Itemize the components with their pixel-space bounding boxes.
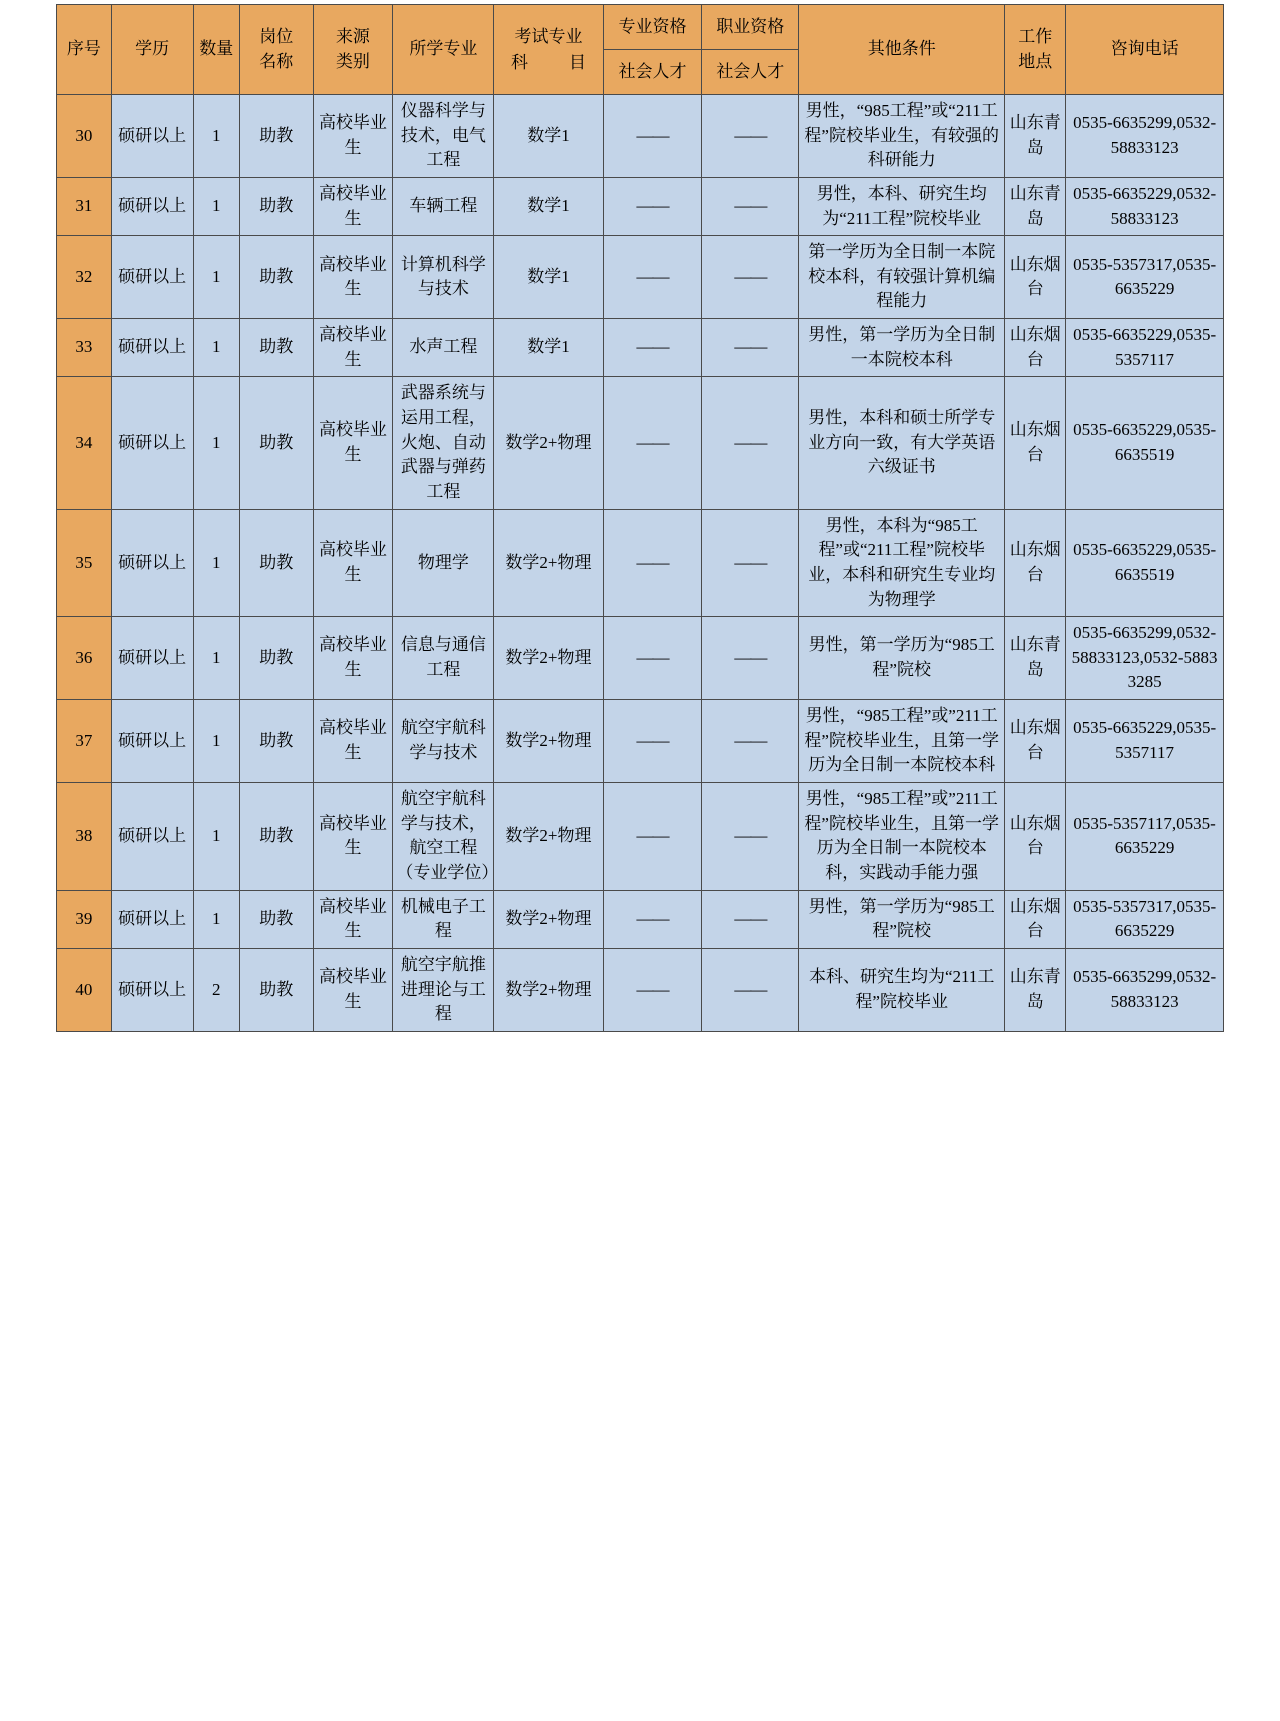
row-cell-major: 信息与通信工程	[393, 617, 494, 700]
row-cell-major: 物理学	[393, 509, 494, 617]
row-cell-post-name: 助教	[239, 890, 313, 948]
col-header-post-name	[239, 5, 313, 95]
col-header-exam-subject	[494, 5, 603, 95]
row-cell-other-conditions: 男性，“985工程”或“211工程”院校毕业生，有较强的科研能力	[799, 95, 1005, 178]
row-cell-post-name: 助教	[239, 783, 313, 891]
row-cell-major: 仪器科学与技术，电气工程	[393, 95, 494, 178]
row-cell-work-place: 山东青岛	[1005, 617, 1066, 700]
row-cell-phone: 0535-6635299,0532-58833123,0532-58833285	[1066, 617, 1224, 700]
col-header-post-name-line2: 名称	[259, 51, 294, 71]
row-cell-major: 航空宇航推进理论与工程	[393, 948, 494, 1031]
row-cell-education: 硕研以上	[111, 177, 193, 235]
row-cell-vocational-qual: ——	[702, 700, 799, 783]
row-cell-seq: 30	[57, 95, 112, 178]
row-cell-phone: 0535-6635229,0532-58833123	[1066, 177, 1224, 235]
col-header-source-type	[313, 5, 393, 95]
row-cell-professional-qual: ——	[603, 509, 702, 617]
row-cell-source-type: 高校毕业生	[313, 890, 393, 948]
row-cell-post-name: 助教	[239, 700, 313, 783]
row-cell-work-place: 山东青岛	[1005, 177, 1066, 235]
row-cell-education: 硕研以上	[111, 509, 193, 617]
col-header-source-type-line1: 来源	[335, 26, 370, 46]
row-cell-education: 硕研以上	[111, 700, 193, 783]
col-header-exam-subject-line1: 考试专业	[514, 27, 583, 46]
row-cell-quantity: 2	[193, 948, 239, 1031]
table-header-row-1	[57, 5, 1224, 50]
row-cell-professional-qual: ——	[603, 617, 702, 700]
row-cell-education: 硕研以上	[111, 890, 193, 948]
row-cell-source-type: 高校毕业生	[313, 236, 393, 319]
row-cell-post-name: 助教	[239, 95, 313, 178]
row-cell-education: 硕研以上	[111, 377, 193, 509]
row-cell-major: 水声工程	[393, 319, 494, 377]
row-cell-professional-qual: ——	[603, 236, 702, 319]
col-header-other-conditions: 其他条件	[799, 5, 1005, 95]
row-cell-other-conditions: 男性，本科为“985工程”或“211工程”院校毕业，本科和研究生专业均为物理学	[799, 509, 1005, 617]
row-cell-seq: 40	[57, 948, 112, 1031]
row-cell-major: 机械电子工程	[393, 890, 494, 948]
row-cell-exam-subject: 数学1	[494, 236, 603, 319]
row-cell-phone: 0535-6635229,0535-5357117	[1066, 319, 1224, 377]
row-cell-other-conditions: 第一学历为全日制一本院校本科，有较强计算机编程能力	[799, 236, 1005, 319]
row-cell-vocational-qual: ——	[702, 783, 799, 891]
row-cell-other-conditions: 男性，本科和硕士所学专业方向一致，有大学英语六级证书	[799, 377, 1005, 509]
row-cell-seq: 33	[57, 319, 112, 377]
row-cell-quantity: 1	[193, 783, 239, 891]
row-cell-education: 硕研以上	[111, 319, 193, 377]
row-cell-education: 硕研以上	[111, 617, 193, 700]
row-cell-exam-subject: 数学1	[494, 319, 603, 377]
row-cell-exam-subject: 数学2+物理	[494, 700, 603, 783]
row-cell-exam-subject: 数学2+物理	[494, 948, 603, 1031]
row-cell-exam-subject: 数学2+物理	[494, 783, 603, 891]
row-cell-major: 航空宇航科学与技术，航空工程（专业学位）	[393, 783, 494, 891]
row-cell-phone: 0535-6635299,0532-58833123	[1066, 948, 1224, 1031]
table-row	[57, 617, 1224, 700]
row-cell-source-type: 高校毕业生	[313, 177, 393, 235]
table-row	[57, 509, 1224, 617]
row-cell-vocational-qual: ——	[702, 177, 799, 235]
row-cell-work-place: 山东烟台	[1005, 509, 1066, 617]
row-cell-education: 硕研以上	[111, 95, 193, 178]
col-header-phone: 咨询电话	[1066, 5, 1224, 95]
row-cell-vocational-qual: ——	[702, 319, 799, 377]
row-cell-vocational-qual: ——	[702, 377, 799, 509]
row-cell-vocational-qual: ——	[702, 617, 799, 700]
col-header-vocational-qual: 职业资格	[702, 5, 799, 50]
row-cell-other-conditions: 男性，第一学历为“985工程”院校	[799, 617, 1005, 700]
row-cell-source-type: 高校毕业生	[313, 95, 393, 178]
row-cell-seq: 35	[57, 509, 112, 617]
row-cell-source-type: 高校毕业生	[313, 783, 393, 891]
row-cell-seq: 38	[57, 783, 112, 891]
row-cell-education: 硕研以上	[111, 783, 193, 891]
row-cell-other-conditions: 男性，第一学历为全日制一本院校本科	[799, 319, 1005, 377]
row-cell-quantity: 1	[193, 177, 239, 235]
row-cell-source-type: 高校毕业生	[313, 319, 393, 377]
row-cell-exam-subject: 数学1	[494, 177, 603, 235]
row-cell-seq: 32	[57, 236, 112, 319]
table-row	[57, 236, 1224, 319]
col-subheader-social-talent-vocational: 社会人才	[702, 50, 799, 95]
row-cell-source-type: 高校毕业生	[313, 948, 393, 1031]
row-cell-exam-subject: 数学1	[494, 95, 603, 178]
row-cell-post-name: 助教	[239, 948, 313, 1031]
table-row	[57, 700, 1224, 783]
row-cell-vocational-qual: ——	[702, 890, 799, 948]
row-cell-major: 车辆工程	[393, 177, 494, 235]
row-cell-work-place: 山东青岛	[1005, 948, 1066, 1031]
table-row	[57, 783, 1224, 891]
recruitment-table	[56, 4, 1224, 1032]
row-cell-phone: 0535-5357317,0535-6635229	[1066, 890, 1224, 948]
row-cell-quantity: 1	[193, 617, 239, 700]
row-cell-professional-qual: ——	[603, 95, 702, 178]
row-cell-source-type: 高校毕业生	[313, 509, 393, 617]
row-cell-seq: 34	[57, 377, 112, 509]
col-subheader-social-talent-professional: 社会人才	[603, 50, 702, 95]
row-cell-exam-subject: 数学2+物理	[494, 890, 603, 948]
row-cell-professional-qual: ——	[603, 890, 702, 948]
row-cell-source-type: 高校毕业生	[313, 700, 393, 783]
col-header-exam-subject-line2: 科 目	[510, 52, 598, 72]
col-header-source-type-line2: 类别	[335, 51, 370, 71]
row-cell-work-place: 山东烟台	[1005, 700, 1066, 783]
row-cell-quantity: 1	[193, 890, 239, 948]
row-cell-phone: 0535-5357117,0535-6635229	[1066, 783, 1224, 891]
row-cell-other-conditions: 男性，第一学历为“985工程”院校	[799, 890, 1005, 948]
row-cell-vocational-qual: ——	[702, 948, 799, 1031]
row-cell-quantity: 1	[193, 319, 239, 377]
row-cell-post-name: 助教	[239, 319, 313, 377]
row-cell-work-place: 山东烟台	[1005, 377, 1066, 509]
row-cell-post-name: 助教	[239, 509, 313, 617]
row-cell-work-place: 山东烟台	[1005, 890, 1066, 948]
table-row	[57, 177, 1224, 235]
row-cell-vocational-qual: ——	[702, 509, 799, 617]
row-cell-exam-subject: 数学2+物理	[494, 377, 603, 509]
row-cell-source-type: 高校毕业生	[313, 377, 393, 509]
row-cell-other-conditions: 男性，本科、研究生均为“211工程”院校毕业	[799, 177, 1005, 235]
row-cell-seq: 37	[57, 700, 112, 783]
table-body	[57, 95, 1224, 1032]
row-cell-vocational-qual: ——	[702, 95, 799, 178]
col-header-quantity: 数量	[193, 5, 239, 95]
row-cell-seq: 31	[57, 177, 112, 235]
row-cell-post-name: 助教	[239, 377, 313, 509]
row-cell-professional-qual: ——	[603, 377, 702, 509]
row-cell-quantity: 1	[193, 236, 239, 319]
row-cell-other-conditions: 男性，“985工程”或”211工程”院校毕业生，且第一学历为全日制一本院校本科	[799, 700, 1005, 783]
row-cell-work-place: 山东烟台	[1005, 236, 1066, 319]
row-cell-quantity: 1	[193, 95, 239, 178]
row-cell-education: 硕研以上	[111, 948, 193, 1031]
row-cell-work-place: 山东烟台	[1005, 319, 1066, 377]
row-cell-major: 计算机科学与技术	[393, 236, 494, 319]
col-header-work-place-line1: 工作	[1018, 26, 1053, 46]
row-cell-other-conditions: 本科、研究生均为“211工程”院校毕业	[799, 948, 1005, 1031]
row-cell-phone: 0535-5357317,0535-6635229	[1066, 236, 1224, 319]
row-cell-professional-qual: ——	[603, 948, 702, 1031]
row-cell-source-type: 高校毕业生	[313, 617, 393, 700]
row-cell-education: 硕研以上	[111, 236, 193, 319]
row-cell-post-name: 助教	[239, 177, 313, 235]
row-cell-post-name: 助教	[239, 236, 313, 319]
row-cell-other-conditions: 男性，“985工程”或”211工程”院校毕业生，且第一学历为全日制一本院校本科，实践动手能力强	[799, 783, 1005, 891]
row-cell-professional-qual: ——	[603, 177, 702, 235]
row-cell-major: 航空宇航科学与技术	[393, 700, 494, 783]
row-cell-phone: 0535-6635299,0532-58833123	[1066, 95, 1224, 178]
row-cell-vocational-qual: ——	[702, 236, 799, 319]
row-cell-quantity: 1	[193, 509, 239, 617]
row-cell-professional-qual: ——	[603, 700, 702, 783]
row-cell-exam-subject: 数学2+物理	[494, 617, 603, 700]
row-cell-work-place: 山东烟台	[1005, 783, 1066, 891]
row-cell-work-place: 山东青岛	[1005, 95, 1066, 178]
col-header-education: 学历	[111, 5, 193, 95]
row-cell-post-name: 助教	[239, 617, 313, 700]
table-row	[57, 377, 1224, 509]
row-cell-phone: 0535-6635229,0535-6635519	[1066, 509, 1224, 617]
table-row	[57, 95, 1224, 178]
row-cell-quantity: 1	[193, 700, 239, 783]
col-header-post-name-line1: 岗位	[259, 26, 294, 46]
table-row	[57, 890, 1224, 948]
row-cell-phone: 0535-6635229,0535-6635519	[1066, 377, 1224, 509]
row-cell-exam-subject: 数学2+物理	[494, 509, 603, 617]
row-cell-professional-qual: ——	[603, 783, 702, 891]
row-cell-professional-qual: ——	[603, 319, 702, 377]
table-row	[57, 948, 1224, 1031]
col-header-seq: 序号	[57, 5, 112, 95]
row-cell-seq: 36	[57, 617, 112, 700]
row-cell-major: 武器系统与运用工程，火炮、自动武器与弹药工程	[393, 377, 494, 509]
col-header-major: 所学专业	[393, 5, 494, 95]
col-header-work-place-line2: 地点	[1018, 51, 1053, 71]
table-row	[57, 319, 1224, 377]
row-cell-phone: 0535-6635229,0535-5357117	[1066, 700, 1224, 783]
table-header	[57, 5, 1224, 95]
row-cell-quantity: 1	[193, 377, 239, 509]
col-header-professional-qual: 专业资格	[603, 5, 702, 50]
row-cell-seq: 39	[57, 890, 112, 948]
col-header-work-place	[1005, 5, 1066, 95]
